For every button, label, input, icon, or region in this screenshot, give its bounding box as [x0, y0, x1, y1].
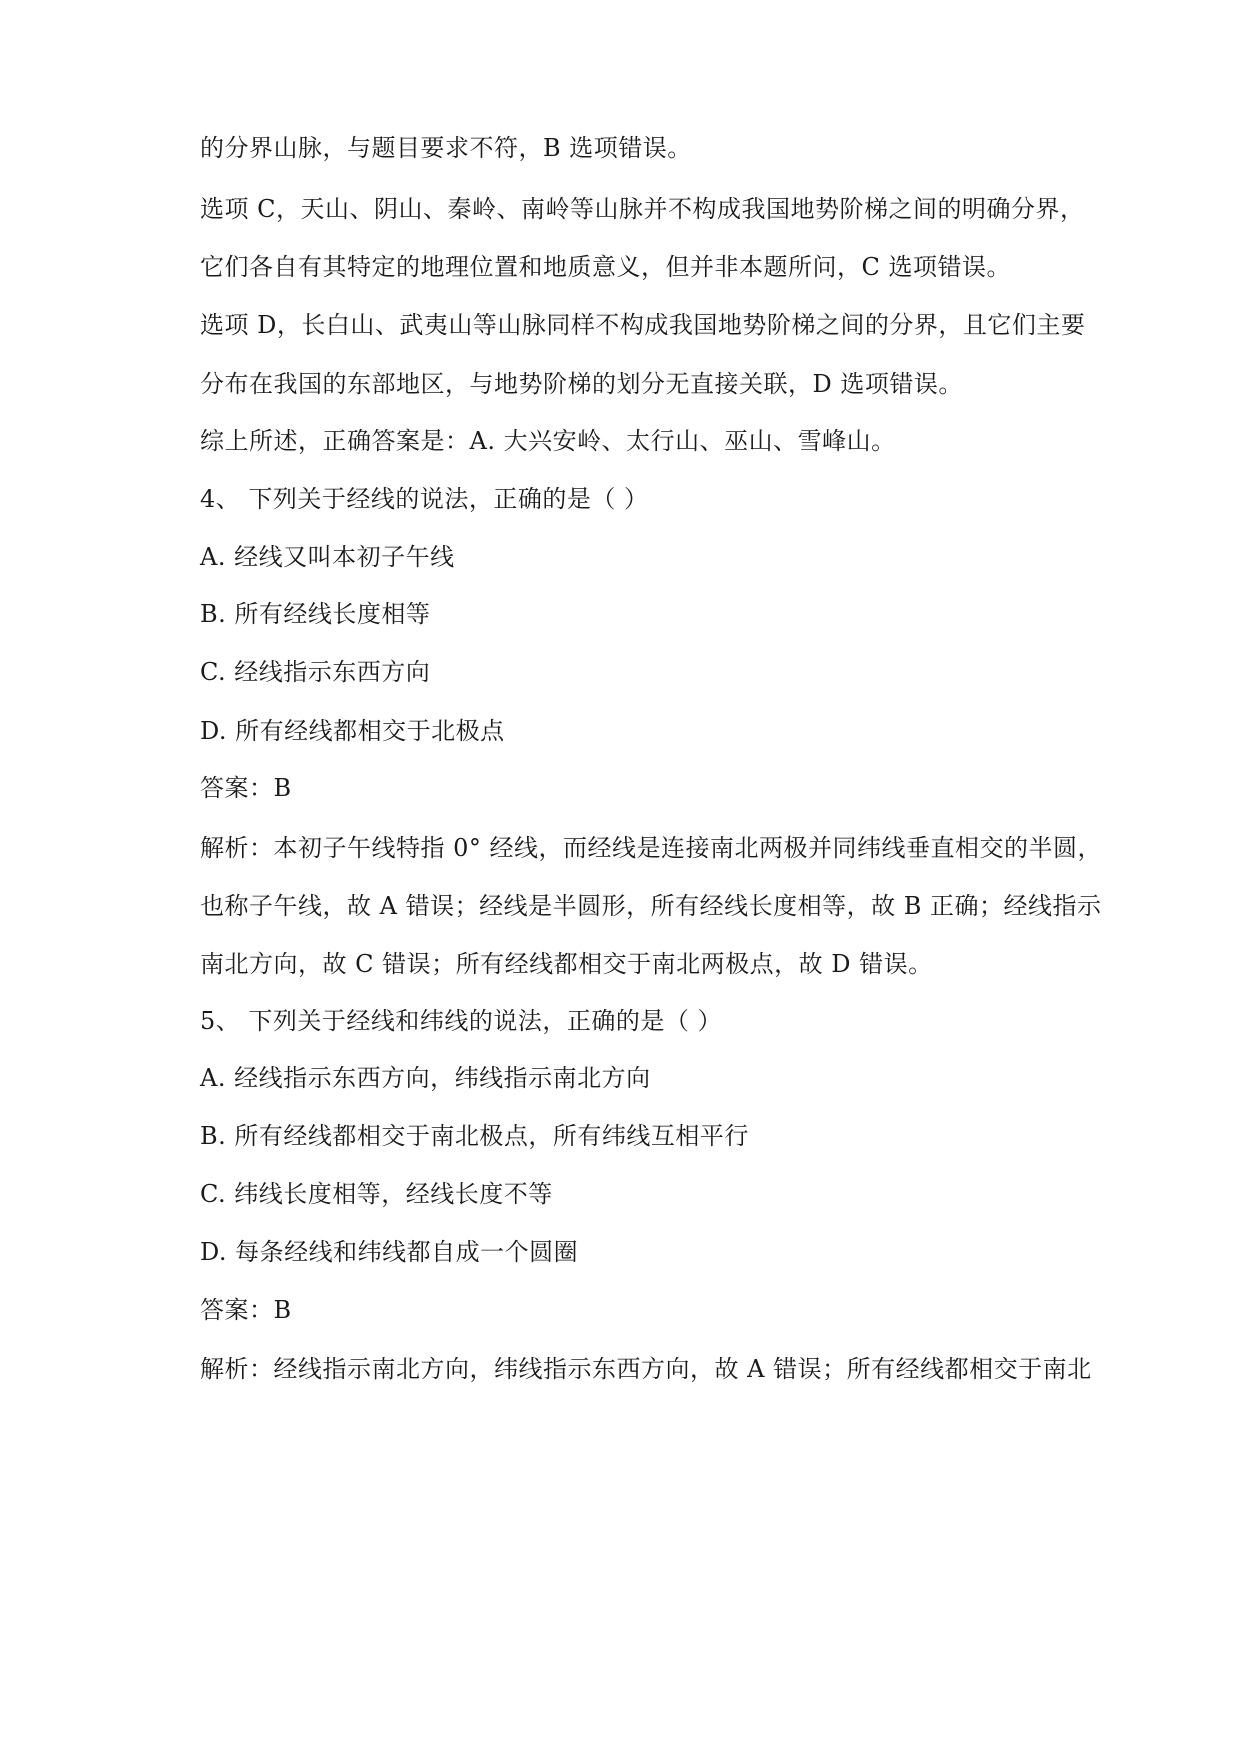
question-5-stem: 5、 下列关于经线和纬线的说法，正确的是（ ）: [200, 1007, 723, 1035]
question-5-option-d: D. 每条经线和纬线都自成一个圆圈: [200, 1238, 579, 1266]
text-line-option-c-analysis-2: 它们各自有其特定的地理位置和地质意义，但并非本题所问，C 选项错误。: [200, 253, 1011, 281]
question-5-answer: 答案：B: [200, 1296, 292, 1324]
question-4-analysis-3: 南北方向，故 C 错误；所有经线都相交于南北两极点，故 D 错误。: [200, 950, 933, 978]
question-4-option-a: A. 经线又叫本初子午线: [200, 543, 455, 571]
question-4-option-b: B. 所有经线长度相等: [200, 600, 431, 628]
question-5-option-c: C. 纬线长度相等，经线长度不等: [200, 1180, 553, 1208]
question-4-option-c: C. 经线指示东西方向: [200, 658, 431, 686]
text-line-b-option-conclusion: 的分界山脉，与题目要求不符，B 选项错误。: [200, 134, 692, 162]
question-4-stem: 4、 下列关于经线的说法，正确的是（ ）: [200, 485, 649, 513]
text-line-option-d-analysis-1: 选项 D，长白山、武夷山等山脉同样不构成我国地势阶梯之间的分界，且它们主要: [200, 311, 1086, 339]
question-4-analysis-2: 也称子午线，故 A 错误；经线是半圆形，所有经线长度相等，故 B 正确；经线指示: [200, 892, 1102, 920]
question-5-option-b: B. 所有经线都相交于南北极点，所有纬线互相平行: [200, 1122, 749, 1150]
question-4-option-d: D. 所有经线都相交于北极点: [200, 717, 505, 745]
text-line-option-c-analysis-1: 选项 C，天山、阴山、秦岭、南岭等山脉并不构成我国地势阶梯之间的明确分界，: [200, 195, 1085, 223]
question-5-option-a: A. 经线指示东西方向，纬线指示南北方向: [200, 1064, 651, 1092]
question-4-answer: 答案：B: [200, 774, 292, 802]
text-line-option-d-analysis-2: 分布在我国的东部地区，与地势阶梯的划分无直接关联，D 选项错误。: [200, 370, 963, 398]
text-line-summary: 综上所述，正确答案是：A. 大兴安岭、太行山、巫山、雪峰山。: [200, 427, 896, 455]
question-5-analysis-1: 解析：经线指示南北方向，纬线指示东西方向，故 A 错误；所有经线都相交于南北: [200, 1355, 1092, 1383]
question-4-analysis-1: 解析：本初子午线特指 0° 经线，而经线是连接南北两极并同纬线垂直相交的半圆，: [200, 834, 1103, 862]
